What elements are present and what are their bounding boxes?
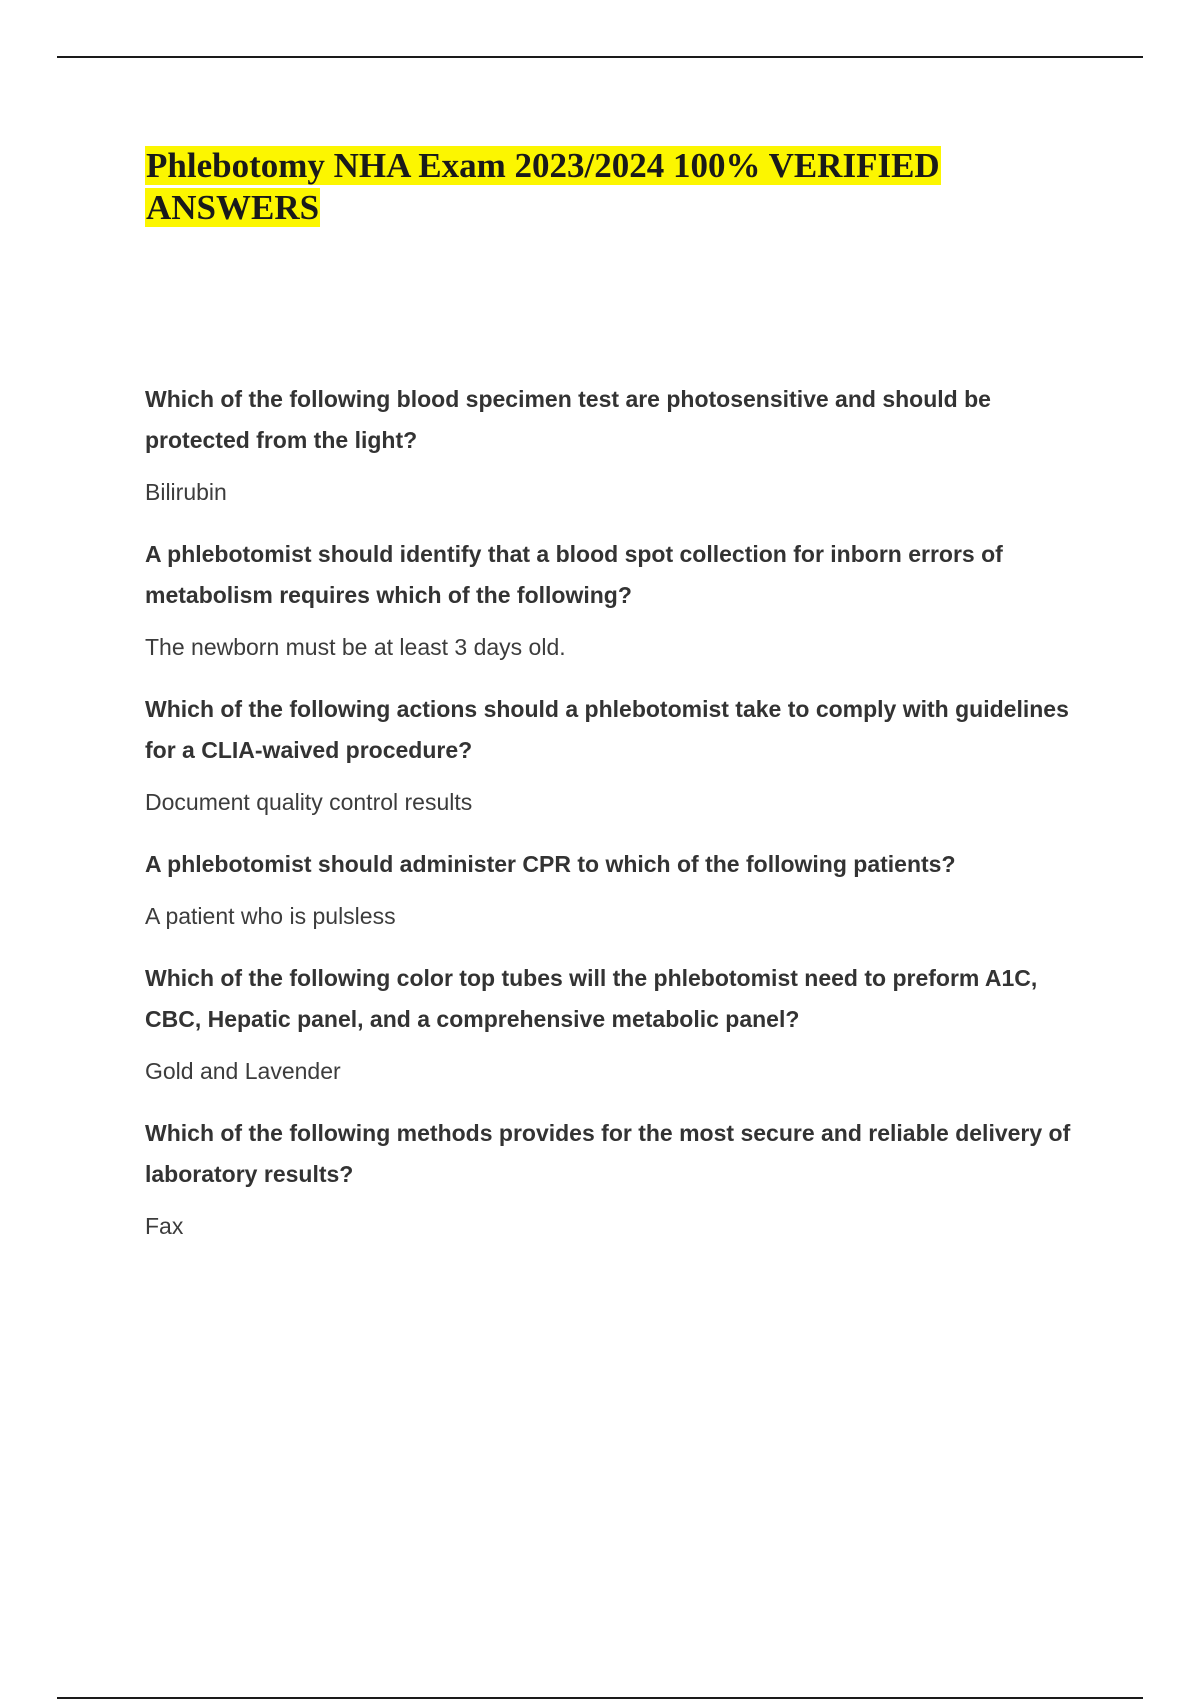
qa-list bbox=[145, 379, 1095, 1268]
page-title bbox=[145, 145, 1045, 229]
qa-item bbox=[145, 689, 1095, 817]
question-text: A phlebotomist should administer CPR to which of the following patients? bbox=[145, 851, 956, 877]
question-text: A phlebotomist should identify that a blood spot collection for inborn errors of metabolism requires which of the following? bbox=[145, 541, 1003, 608]
answer-text: Gold and Lavender bbox=[145, 1058, 341, 1084]
qa-item bbox=[145, 958, 1095, 1086]
question-text: Which of the following blood specimen test are photosensitive and should be protected from the light? bbox=[145, 386, 991, 453]
title-highlight: Phlebotomy NHA Exam 2023/2024 100% VERIFIED ANSWERS bbox=[146, 146, 940, 227]
qa-item bbox=[145, 379, 1095, 507]
answer-text: A patient who is pulsless bbox=[145, 903, 396, 929]
answer-text: Fax bbox=[145, 1213, 184, 1239]
answer-text: Bilirubin bbox=[145, 479, 227, 505]
bottom-divider bbox=[57, 1697, 1143, 1699]
question-text: Which of the following methods provides for the most secure and reliable delivery of laboratory results? bbox=[145, 1120, 1071, 1187]
qa-item bbox=[145, 844, 1095, 931]
answer-text: Document quality control results bbox=[145, 789, 473, 815]
question-text: Which of the following actions should a phlebotomist take to comply with guidelines for a CLIA-waived procedure? bbox=[145, 696, 1069, 763]
qa-item bbox=[145, 534, 1095, 662]
question-text: Which of the following color top tubes will the phlebotomist need to preform A1C, CBC, Hepatic panel, and a comprehensive metabolic panel? bbox=[145, 965, 1038, 1032]
qa-item bbox=[145, 1113, 1095, 1241]
answer-text: The newborn must be at least 3 days old. bbox=[145, 634, 566, 660]
top-divider bbox=[57, 56, 1143, 58]
